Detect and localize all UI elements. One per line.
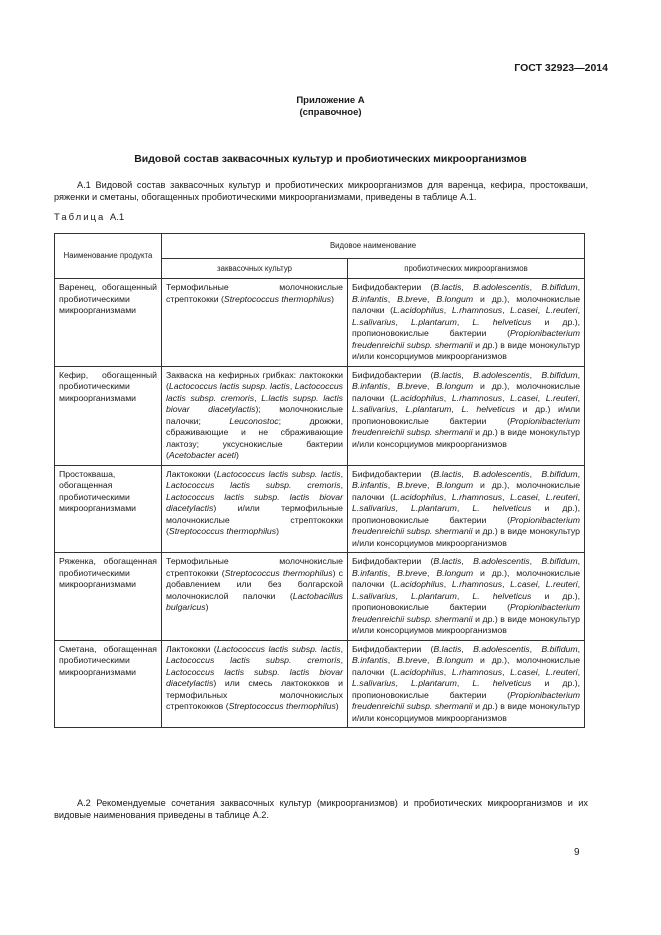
starter-cell: Термофильные молочнокислые стрептококки (Streptococcus thermophilus) [162, 279, 348, 367]
header-species: Видовое наименование [162, 234, 585, 259]
starter-cell: Закваска на кефирных грибках: лактококки (Lactococcus lactis supsp. lactis, Lactococcus lactis subsp. cremoris, L.lactis supsp. lactis biovar diacetylactis); молочнокислые палочки; Leuconostoc; дрожжи, сбраживающие и не сбраживающие лактозу; уксуснокислые бактерии (Acetobacter aceti) [162, 366, 348, 465]
product-cell: Сметана, обогащенная пробиотическими микроорганизмами [55, 640, 162, 728]
species-table [54, 233, 585, 728]
paragraph-a2: А.2 Рекомендуемые сочетания заквасочных культур (микроорганизмов) и пробиотических микроорганизмов и их видовые наименования приведены в таблице А.2. [54, 798, 588, 820]
header-product: Наименование продукта [55, 234, 162, 279]
product-cell: Варенец, обогащенный пробиотическими микроорганизмами [55, 279, 162, 367]
starter-cell: Термофильные молочнокислые стрептококки (Streptococcus thermophilus) с добавлением или без болгарской молочнокислой палочки (Lactobacillus bulgaricus) [162, 553, 348, 641]
table-header-row [55, 234, 585, 259]
product-cell: Кефир, обогащенный пробиотическими микроорганизмами [55, 366, 162, 465]
probiotic-cell: Бифидобактерии (B.lactis, B.adolescentis, B.bifidum, B.infantis, B.breve, B.longum и др.), молочнокислые палочки (L.acidophilus, L.rhamnosus, L.casei, L.reuteri, L.salivarius, L.plantarum, L. helveticus и др.), пропионовокислые бактерии (Propionibacterium freudenreichii subsp. shermanii и др.) в виде монокультур и/или консорциумов микроорганизмов [348, 279, 585, 367]
table-row [55, 366, 585, 465]
probiotic-cell: Бифидобактерии (B.lactis, B.adolescentis, B.bifidum, B.infantis, B.breve, B.longum и др.), молочнокислые палочки (L.acidophilus, L.rhamnosus, L.casei, L.reuteri, L.salivarius, L.plantarum, L. helveticus и др.), пропионовокислые бактерии (Propionibacterium freudenreichii subsp. shermanii и др.) в виде монокультур и/или консорциумов микроорганизмов [348, 640, 585, 728]
table-row [55, 465, 585, 553]
product-cell: Простокваша, обогащенная пробиотическими микроорганизмами [55, 465, 162, 553]
section-heading: Видовой состав заквасочных культур и пробиотических микроорганизмов [134, 153, 527, 165]
table-row [55, 640, 585, 728]
paragraph-a1: А.1 Видовой состав заквасочных культур и пробиотических микроорганизмов для варенца, кефира, простокваши, ряженки и сметаны, обогащенных пробиотическими микроорганизмами, приведены в таблице А.1. [54, 180, 588, 202]
starter-cell: Лактококки (Lactococcus lactis subsp. lactis, Lactococcus lactis subsp. cremoris, Lactococcus lactis subsp. lactis biovar diacetylactis) и/или термофильные молочнокислые стрептококки (Streptococcus thermophilus) [162, 465, 348, 553]
probiotic-cell: Бифидобактерии (B.lactis, B.adolescentis, B.bifidum, B.infantis, B.breve, B.longum и др.), молочнокислые палочки (L.acidophilus, L.rhamnosus, L.casei, L.reuteri, L.salivarius, L.plantarum, L. helveticus и др.), пропионовокислые бактерии (Propionibacterium freudenreichii subsp. shermanii и др.) в виде монокультур и/или консорциумов микроорганизмов [348, 553, 585, 641]
table-caption-number: А.1 [109, 212, 125, 223]
page-number: 9 [574, 847, 580, 858]
table-row [55, 279, 585, 367]
header-probiotic: пробиотических микроорганизмов [348, 258, 585, 278]
appendix-subtitle: (справочное) [299, 107, 362, 118]
table-caption [54, 212, 124, 223]
appendix-title: Приложение А [296, 95, 365, 106]
probiotic-cell: Бифидобактерии (B.lactis, B.adolescentis, B.bifidum, B.infantis, B.breve, B.longum и др.), молочнокислые палочки (L.acidophilus, L.rhamnosus, L.casei, L.reuteri, L.salivarius, L.plantarum, L. helveticus и др.) и/или пропионовокислые бактерии (Propionibacterium freudenreichii subsp. shermanii и др.) в виде монокультур и/или консорциумов микроорганизмов [348, 366, 585, 465]
table-caption-label: Таблица [54, 212, 106, 223]
product-cell: Ряженка, обогащенная пробиотическими микроорганизмами [55, 553, 162, 641]
header-starter: заквасочных культур [162, 258, 348, 278]
probiotic-cell: Бифидобактерии (B.lactis, B.adolescentis, B.bifidum, B.infantis, B.breve, B.longum и др.), молочнокислые палочки (L.acidophilus, L.rhamnosus, L.casei, L.reuteri, L.salivarius, L.plantarum, L. helveticus и др.), пропионовокислые бактерии (Propionibacterium freudenreichii subsp. shermanii и др.) в виде монокультур и/или консорциумов микроорганизмов [348, 465, 585, 553]
starter-cell: Лактококки (Lactococcus lactis subsp. lactis, Lactococcus lactis subsp. cremoris, Lactococcus lactis subsp. lactis biovar diacetylactis) или смесь лактококков и термофильных молочнокислых стрептококков (Streptococcus thermophilus) [162, 640, 348, 728]
standard-number: ГОСТ 32923—2014 [514, 62, 608, 74]
table-row [55, 553, 585, 641]
